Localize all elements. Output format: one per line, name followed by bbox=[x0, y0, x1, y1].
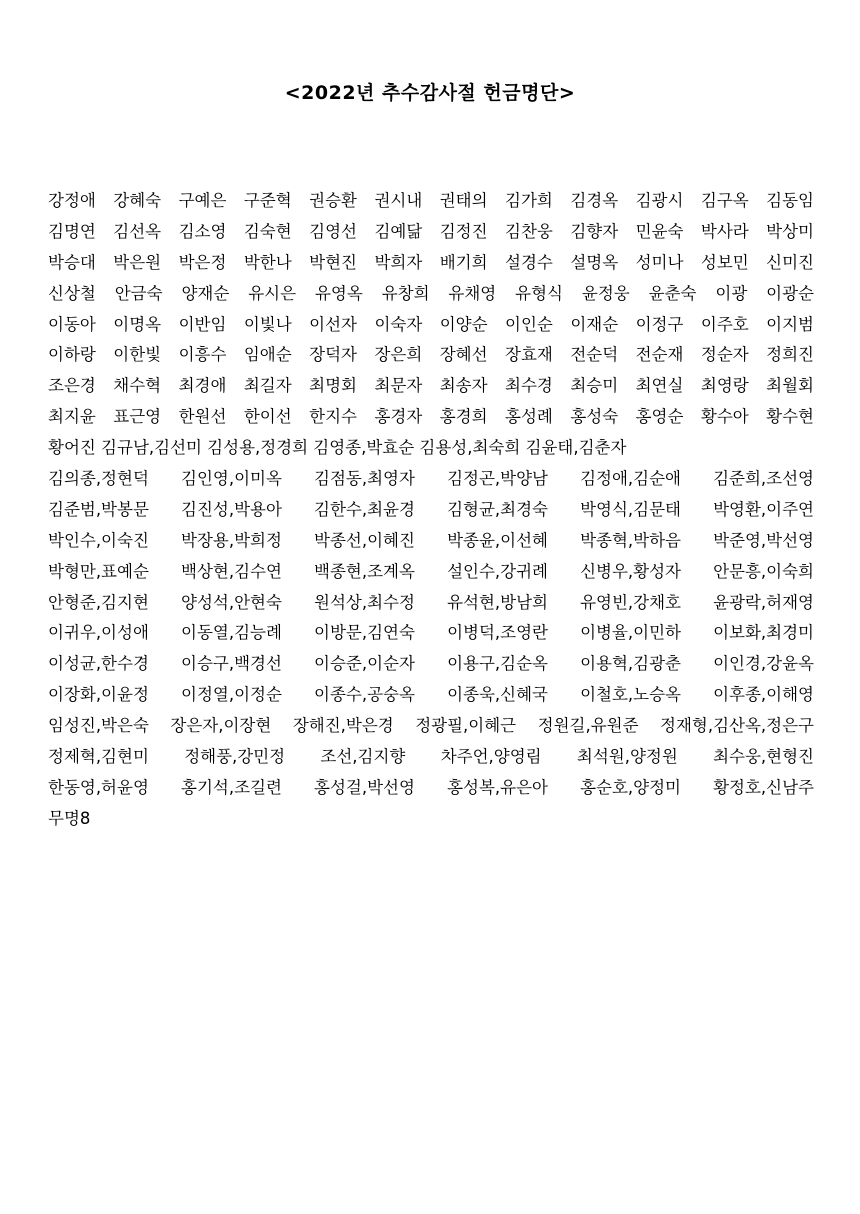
donor-names-line: 임성진,박은숙 장은자,이장현 장해진,박은경 정광필,이혜근 정원길,유원준 정재형,김산옥,정은구 bbox=[48, 716, 814, 736]
donor-names-line: 김준범,박봉문 김진성,박용아 김한수,최윤경 김형균,최경숙 박영식,김문태 박영환,이주연 bbox=[48, 499, 814, 519]
donor-names-line: 최지윤 표근영 한원선 한이선 한지수 홍경자 홍경희 홍성례 홍성숙 홍영순 황수아 황수현 bbox=[48, 407, 814, 427]
donor-names-line: 김명연 김선옥 김소영 김숙현 김영선 김예닮 김정진 김찬웅 김향자 민윤숙 박사라 박상미 bbox=[48, 221, 814, 241]
donor-names-line: 무명8 bbox=[48, 808, 91, 828]
donor-names-line: 박승대 박은원 박은정 박한나 박현진 박희자 배기희 설경수 설명옥 성미나 성보민 신미진 bbox=[48, 252, 814, 272]
donor-names-line: 박형만,표예순 백상현,김수연 백종현,조계옥 설인수,강귀례 신병우,황성자 안문흥,이숙희 bbox=[48, 561, 814, 581]
donor-names-line: 안형준,김지현 양성석,안현숙 원석상,최수정 유석현,방남희 유영빈,강채호 윤광락,허재영 bbox=[48, 592, 814, 612]
donor-names-line: 이귀우,이성애 이동열,김능례 이방문,김연숙 이병덕,조영란 이병율,이민하 이보화,최경미 bbox=[48, 623, 814, 643]
donor-names-line: 신상철 안금숙 양재순 유시은 유영옥 유창희 유채영 유형식 윤정웅 윤춘숙 이광 이광순 bbox=[48, 283, 814, 303]
donor-names-line: 정제혁,김현미 정해풍,강민정 조선,김지향 차주언,양영림 최석원,양정원 최수웅,현형진 bbox=[48, 747, 814, 767]
donor-names-line: 이장화,이윤정 이정열,이정순 이종수,공숭옥 이종욱,신혜국 이철호,노승옥 이후종,이해영 bbox=[48, 685, 814, 705]
donor-name-list bbox=[48, 186, 814, 835]
donor-names-line: 이성균,한수경 이승구,백경선 이승준,이순자 이용구,김순옥 이용혁,김광춘 이인경,강윤옥 bbox=[48, 654, 814, 674]
document-title: <2022년 추수감사절 헌금명단> bbox=[284, 82, 576, 104]
donor-names-line: 이하랑 이한빛 이흥수 임애순 장덕자 장은희 장혜선 장효재 전순덕 전순재 정순자 정희진 bbox=[48, 345, 814, 365]
donor-names-line: 한동영,허윤영 홍기석,조길련 홍성걸,박선영 홍성복,유은아 홍순호,양정미 황정호,신남주 bbox=[48, 777, 814, 797]
donor-names-line: 이동아 이명옥 이반임 이빛나 이선자 이숙자 이양순 이인순 이재순 이정구 이주호 이지범 bbox=[48, 314, 814, 334]
donor-names-line: 황어진 김규남,김선미 김성용,정경희 김영종,박효순 김용성,최숙희 김윤태,김춘자 bbox=[48, 438, 627, 458]
donor-names-line: 김의종,정현덕 김인영,이미옥 김점동,최영자 김정곤,박양남 김정애,김순애 김준희,조선영 bbox=[48, 469, 814, 489]
donor-names-line: 강정애 강혜숙 구예은 구준혁 권승환 권시내 권태의 김가희 김경옥 김광시 김구옥 김동임 bbox=[48, 191, 814, 210]
donor-names-line: 박인수,이숙진 박장용,박희정 박종선,이혜진 박종윤,이선혜 박종혁,박하음 박준영,박선영 bbox=[48, 530, 814, 550]
donor-names-line: 조은경 채수혁 최경애 최길자 최명회 최문자 최송자 최수경 최승미 최연실 최영랑 최월회 bbox=[48, 376, 814, 396]
